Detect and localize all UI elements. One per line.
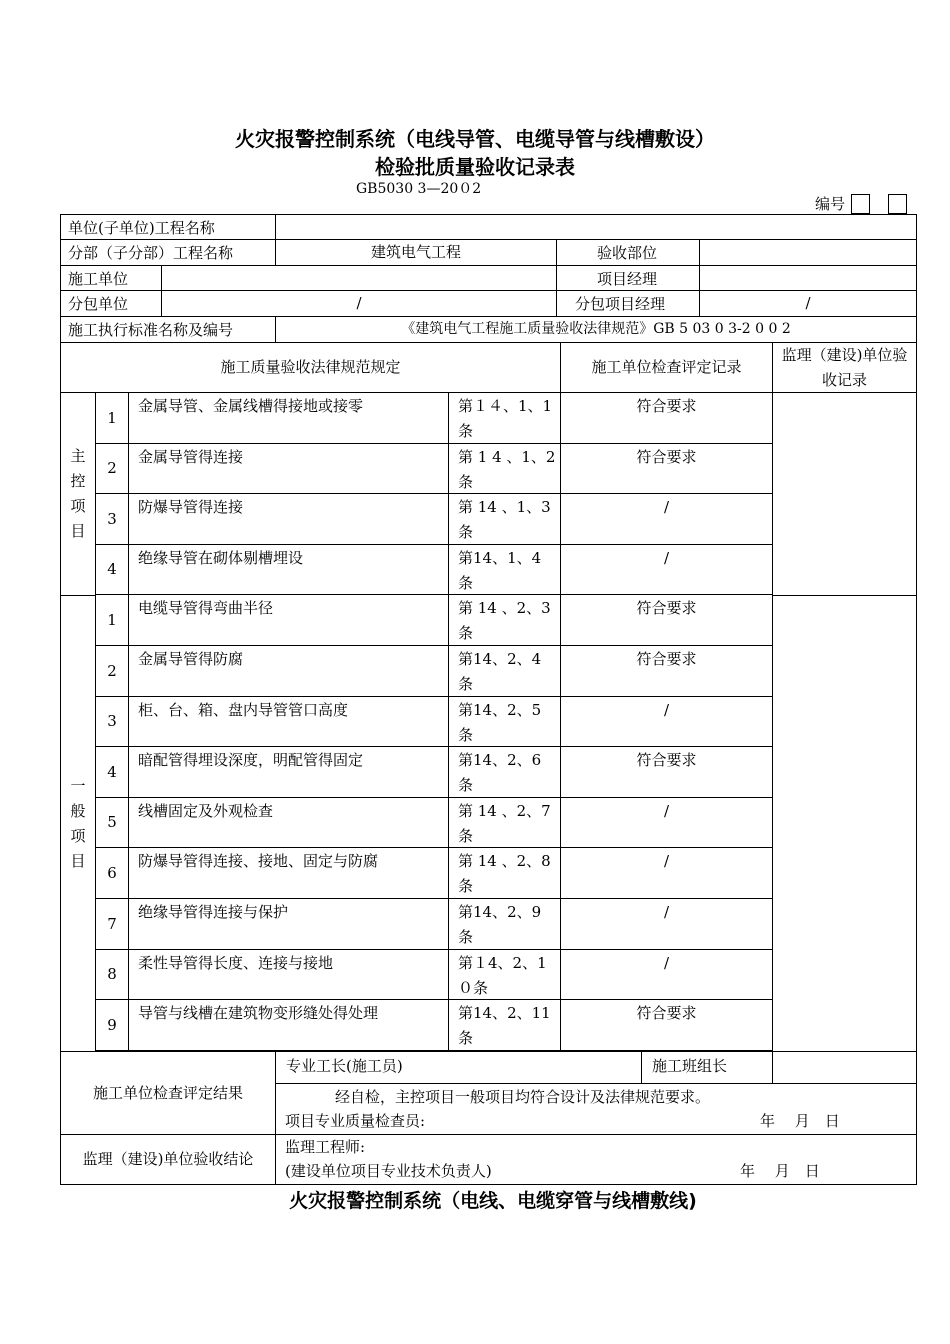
subcontractor-label: 分包单位: [60, 290, 162, 317]
item-description: 柔性导管得长度、连接与接地: [128, 949, 449, 1000]
main-supervisor-record[interactable]: [772, 392, 917, 596]
sub-pm-value[interactable]: /: [699, 290, 917, 317]
item-description: 线槽固定及外观检查: [128, 797, 449, 848]
item-result[interactable]: /: [560, 898, 773, 950]
item-description: 防爆导管得连接: [128, 493, 449, 545]
sub-project-value[interactable]: 建筑电气工程: [275, 239, 557, 266]
item-number: 1: [95, 594, 129, 646]
item-clause: 第 14 、1、3条: [448, 493, 561, 545]
supervisor-result-label: 监理（建设)单位验收结论: [60, 1134, 276, 1185]
contractor-result-label: 施工单位检查评定结果: [60, 1051, 276, 1135]
general-supervisor-record[interactable]: [772, 595, 917, 1052]
contractor-value[interactable]: [161, 265, 557, 291]
acceptance-part-label: 验收部位: [556, 239, 700, 266]
standard-label: 施工执行标准名称及编号: [60, 316, 276, 343]
item-number: 1: [95, 392, 129, 444]
item-clause: 第14、2、5条: [448, 696, 561, 747]
item-result[interactable]: /: [560, 544, 773, 595]
form-subtitle: 检验批质量验收记录表: [375, 155, 575, 179]
item-number: 8: [95, 949, 129, 1000]
supervisor-result-body: [275, 1134, 917, 1185]
item-description: 导管与线槽在建筑物变形缝处得处理: [128, 999, 449, 1051]
general-section-label: 一般项目: [60, 595, 96, 1052]
owner-label: (建设单位项目专业技术负责人): [285, 1162, 492, 1180]
item-description: 绝缘导管得连接与保护: [128, 898, 449, 950]
sub-pm-label: 分包项目经理: [556, 290, 700, 317]
item-number: 2: [95, 645, 129, 697]
foreman-label: 专业工长(施工员): [275, 1051, 642, 1084]
item-clause: 第14、2、4条: [448, 645, 561, 697]
item-result[interactable]: 符合要求: [560, 443, 773, 494]
item-result[interactable]: /: [560, 696, 773, 747]
contractor-result-body: [275, 1083, 917, 1135]
item-clause: 第１４、1、1条: [448, 392, 561, 444]
item-number: 5: [95, 797, 129, 848]
main-section-label: 主控项目: [60, 392, 96, 596]
item-result[interactable]: 符合要求: [560, 594, 773, 646]
col-contractor-header: 施工单位检查评定记录: [560, 342, 773, 393]
contractor-date: 年 月 日: [760, 1112, 840, 1130]
item-description: 柜、台、箱、盘内导管管口高度: [128, 696, 449, 747]
inspector-label: 项目专业质量检查员:: [285, 1112, 426, 1130]
item-number: 3: [95, 696, 129, 747]
team-leader-label: 施工班组长: [641, 1051, 773, 1084]
engineer-label: 监理工程师:: [285, 1138, 366, 1156]
unit-project-label: 单位(子单位)工程名称: [60, 214, 276, 240]
item-result[interactable]: 符合要求: [560, 645, 773, 697]
contractor-label: 施工单位: [60, 265, 162, 291]
item-result[interactable]: 符合要求: [560, 999, 773, 1051]
item-clause: 第14、1、4条: [448, 544, 561, 595]
number-label: 编号: [815, 195, 846, 213]
item-number: 4: [95, 544, 129, 595]
project-manager-value[interactable]: [699, 265, 917, 291]
sub-project-label: 分部（子分部）工程名称: [60, 239, 276, 266]
subcontractor-value[interactable]: /: [161, 290, 557, 317]
project-manager-label: 项目经理: [556, 265, 700, 291]
number-box-2[interactable]: [888, 194, 907, 214]
item-clause: 第 14 、2、8条: [448, 847, 561, 899]
supervisor-date: 年 月 日: [740, 1162, 820, 1180]
item-number: 3: [95, 493, 129, 545]
item-clause: 第 14 、2、3条: [448, 594, 561, 646]
item-clause: 第14、2、11条: [448, 999, 561, 1051]
item-clause: 第 14 、2、7条: [448, 797, 561, 848]
item-clause: 第14、2、6条: [448, 746, 561, 798]
item-description: 防爆导管得连接、接地、固定与防腐: [128, 847, 449, 899]
item-description: 绝缘导管在砌体剔槽埋设: [128, 544, 449, 595]
standard-code: GB5030 3—20０2: [356, 181, 482, 197]
item-result[interactable]: 符合要求: [560, 392, 773, 444]
number-box-1[interactable]: [851, 194, 870, 214]
item-result[interactable]: /: [560, 949, 773, 1000]
item-number: 7: [95, 898, 129, 950]
col-spec-header: 施工质量验收法律规范规定: [60, 342, 561, 393]
item-description: 暗配管得埋设深度，明配管得固定: [128, 746, 449, 798]
form-title: 火灾报警控制系统（电线导管、电缆导管与线槽敷设）: [235, 127, 715, 151]
team-leader-value[interactable]: [772, 1051, 917, 1084]
unit-project-value[interactable]: [275, 214, 917, 240]
acceptance-part-value[interactable]: [699, 239, 917, 266]
item-clause: 第１4、2、1０条: [448, 949, 561, 1000]
item-number: 2: [95, 443, 129, 494]
contractor-statement: 经自检，主控项目一般项目均符合设计及法律规范要求。: [335, 1088, 711, 1106]
standard-value: 《建筑电气工程施工质量验收法律规范》GB 5 03 0 3-2 0 0 2: [275, 316, 917, 343]
item-clause: 第14、2、9条: [448, 898, 561, 950]
item-description: 金属导管、金属线槽得接地或接零: [128, 392, 449, 444]
footer-title: 火灾报警控制系统（电线、电缆穿管与线槽敷线): [289, 1190, 697, 1212]
item-result[interactable]: /: [560, 493, 773, 545]
item-number: 9: [95, 999, 129, 1051]
item-number: 4: [95, 746, 129, 798]
item-result[interactable]: /: [560, 797, 773, 848]
item-clause: 第 1 4 、1、2条: [448, 443, 561, 494]
item-result[interactable]: 符合要求: [560, 746, 773, 798]
item-description: 金属导管得防腐: [128, 645, 449, 697]
item-description: 金属导管得连接: [128, 443, 449, 494]
item-result[interactable]: /: [560, 847, 773, 899]
col-supervisor-header: 监理（建设)单位验收记录: [772, 342, 917, 393]
item-number: 6: [95, 847, 129, 899]
item-description: 电缆导管得弯曲半径: [128, 594, 449, 646]
